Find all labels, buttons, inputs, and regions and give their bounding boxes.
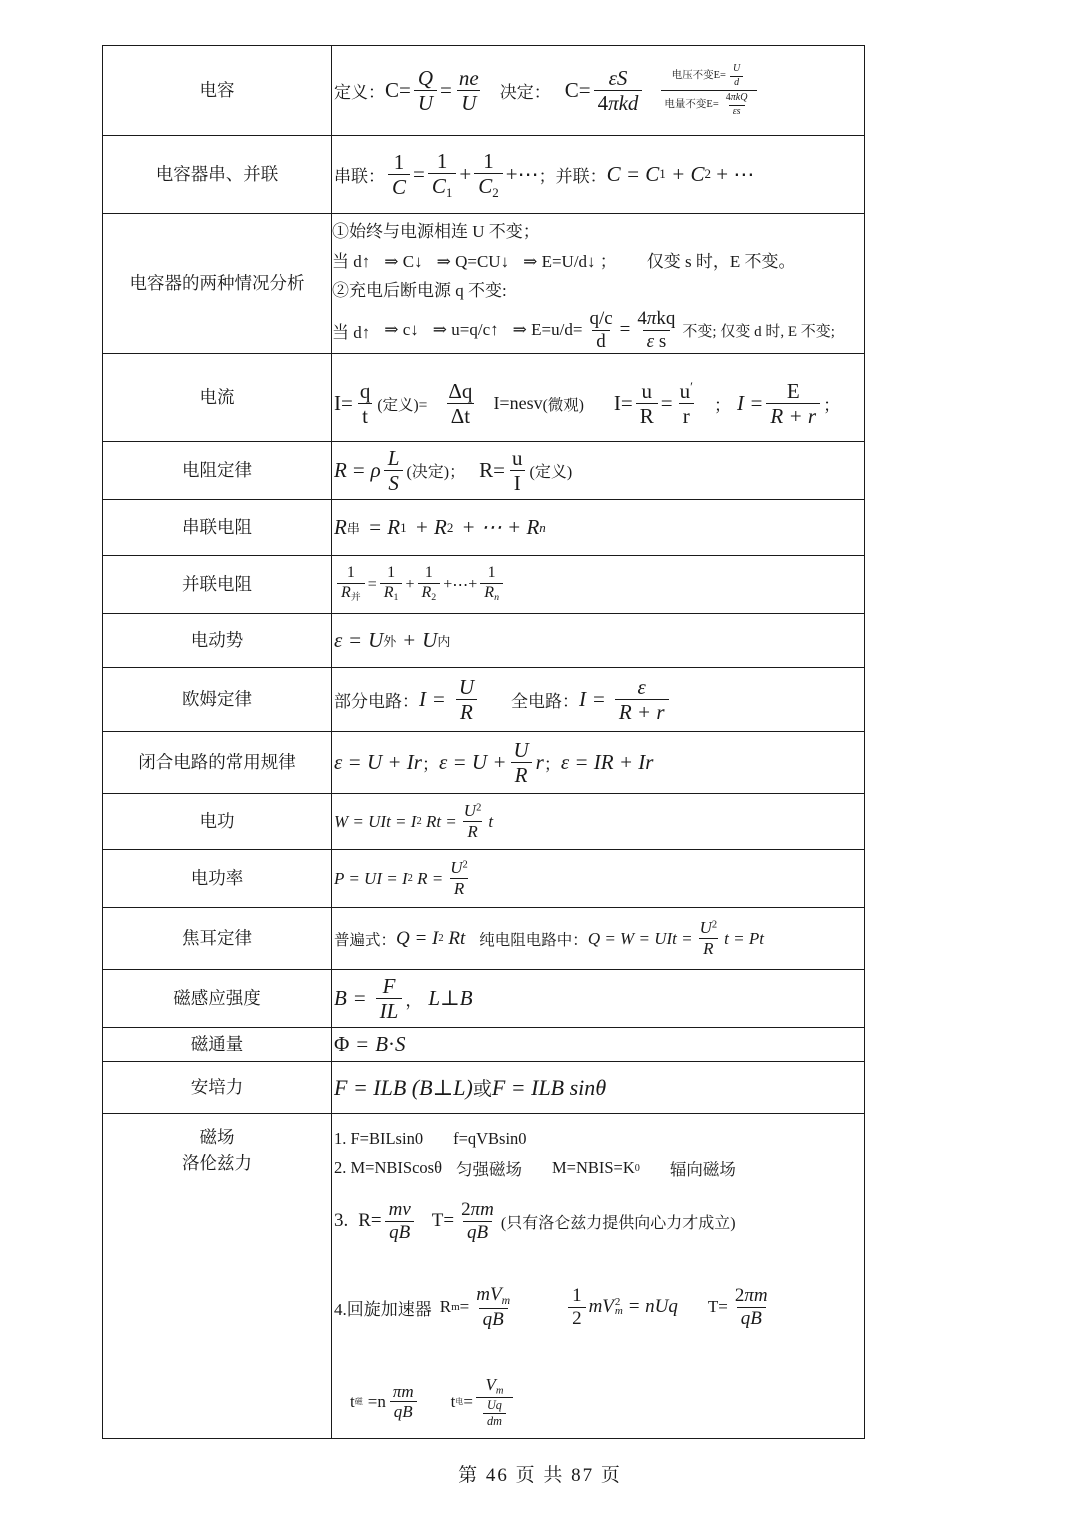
case2-u-qc: ⇒ u=q/c↑ (432, 320, 499, 340)
r-small-den: r (679, 403, 694, 427)
cc-eps1: ε = U + Ir (334, 750, 422, 774)
i2-equals: I= (613, 391, 633, 415)
u2-denominator: U (457, 90, 480, 114)
uniform-field-word: 匀强磁场 (455, 1160, 522, 1179)
delta-q-num: Δq (448, 378, 473, 403)
micro-word: (微观) (542, 396, 584, 414)
row-content-ampere-force (332, 1062, 865, 1114)
cc-r: R (511, 762, 532, 786)
l-perp-b: L⊥B (428, 986, 473, 1010)
one-num-3: 1 (483, 148, 494, 173)
row-content-resistance-law (332, 442, 865, 500)
power-sup2: 2 (407, 873, 413, 884)
cc-eps3: ε = IR + Ir (560, 750, 654, 774)
phi-symbol: Φ (334, 1032, 350, 1056)
row-label-emf: 电动势 (103, 614, 332, 668)
ohm-r: R (456, 699, 477, 723)
vm-num: $V_m$ (485, 1374, 504, 1397)
parallel-sub2: 2 (704, 166, 712, 182)
i-den-res: I (510, 470, 525, 494)
plus-sign: + (459, 161, 472, 186)
eps-s-numerator: εS (608, 65, 628, 90)
general-form-word: 普遍式： (334, 931, 397, 949)
c2-equals: C= (564, 78, 591, 102)
table-row (103, 136, 865, 214)
il-den: IL (376, 998, 403, 1022)
p-equals: = (367, 575, 377, 593)
power-u2-num: $U^2$ (450, 858, 468, 878)
table-row (103, 850, 865, 908)
row-content-joule-law (332, 908, 865, 970)
ampere-f2: F = ILB (491, 1074, 565, 1100)
one-num-2: 1 (436, 148, 448, 173)
r-series-sub: 串 (346, 521, 360, 536)
u-denominator: U (414, 90, 437, 114)
joule-r-den: R (699, 938, 717, 958)
full-circuit-word: 全电路： (511, 692, 580, 711)
row-label-current: 电流 (103, 354, 332, 442)
p-r1-sub: 1 (393, 592, 399, 604)
series-plus1: + R (414, 515, 447, 539)
qb-den-4: qB (737, 1307, 766, 1329)
p-one-3: 1 (424, 564, 433, 582)
row-content-cap-two-cases (332, 214, 865, 354)
pim-num: πm (392, 1381, 414, 1401)
cc-semi2: ； (543, 755, 561, 774)
table-row (103, 908, 865, 970)
table-row (103, 668, 865, 732)
r-symbol: R (334, 458, 347, 482)
d-den: d (592, 330, 610, 352)
partial-circuit-word: 部分电路： (334, 692, 419, 711)
row-label-magnetic-field-lorentz (103, 1114, 332, 1439)
b-eq: = (353, 986, 366, 1010)
pi-2: π (646, 308, 657, 330)
table-row (103, 556, 865, 614)
row-label-ampere-force: 安培力 (103, 1062, 332, 1114)
row-content-parallel-resistance (332, 556, 865, 614)
emf-u-out: U (368, 628, 384, 652)
case2-tail: 不变; 仅变 d 时, E 不变; (682, 323, 835, 340)
t-den: t (358, 403, 372, 427)
equals-2: = (619, 319, 631, 341)
kd: kd (618, 91, 639, 115)
joule-sup2: 2 (438, 933, 444, 944)
lorentz-m-nbiscos: 2. M=NBIScosθ (334, 1158, 442, 1177)
cyclotron-t-eq: T= (707, 1297, 728, 1317)
p-r-sub: 并 (350, 592, 361, 604)
cc-eps2: ε = U + (438, 750, 507, 774)
ampere-theta: θ (595, 1074, 607, 1100)
case2-e-ud: ⇒ E=u/d= (512, 320, 583, 340)
mv-sub-m: m (614, 1305, 623, 1318)
joule-rt: Rt (448, 927, 466, 949)
rm-symbol: R (439, 1297, 452, 1317)
emf-e-num: E (786, 378, 800, 403)
four: 4 (597, 91, 609, 115)
c1-sub: 1 (445, 184, 453, 200)
c2-den: C (478, 173, 493, 198)
lorentz-f-bil: 1. F=BILsin0 (334, 1129, 424, 1148)
row-label-closed-circuit: 闭合电路的常用规律 (103, 732, 332, 794)
row-label-cap-series-parallel: 电容器串、并联 (103, 136, 332, 214)
def-word: 定义： (334, 83, 385, 102)
lorentz-f-qvb: f=qVBsin0 (453, 1129, 527, 1148)
eps-den: ε (646, 330, 655, 352)
row-label-magnetic-flux: 磁通量 (103, 1028, 332, 1062)
s-den: s (658, 330, 667, 352)
case1-note: 仅变 s 时，E 不变。 (646, 251, 796, 271)
series-subn: n (539, 519, 546, 535)
emf-u-in: U (422, 628, 438, 652)
flux-s: S (395, 1032, 406, 1056)
work-rt: Rt = (425, 811, 457, 831)
def-word-res: (定义) (529, 464, 573, 481)
table-row (103, 354, 865, 442)
mv-num: mv (388, 1199, 411, 1220)
work-u2-num: $U^2$ (463, 801, 482, 821)
p-r2: R (421, 584, 432, 602)
q-num: q (359, 378, 371, 403)
cc-semi1: ； (421, 755, 439, 774)
r-plus-r-den: R + r (766, 403, 820, 427)
lorentz-item-1 (334, 1129, 864, 1149)
case-1-line: ①始终与电源相连 U 不变； (332, 222, 540, 242)
lorentz-k-sup: 0 (634, 1162, 640, 1174)
equals-res: = (352, 458, 365, 482)
equals-sign: = (413, 161, 425, 186)
qc-num: q/c (589, 308, 613, 330)
table-row (103, 500, 865, 556)
table-row (103, 46, 865, 136)
t-magnetic-eq: =n (367, 1391, 386, 1411)
i-equals: I= (334, 391, 353, 415)
row-content-current: I= $\frac{q}{t}$ (定义)= $\frac{\Delta q}{\Delta t}$ I=nesv (微观) I= $\frac{u}{R}$ = $\frac{u'}{r}$ ； I = $\frac{E}{R + r}$ ； (332, 354, 865, 442)
lorentz-item-5-times (334, 1376, 864, 1428)
half-num: 1 (572, 1284, 582, 1306)
decide-word: 决定： (499, 83, 551, 102)
mv-sq: mV (588, 1296, 614, 1318)
series-dots: + ⋯ + R (461, 515, 540, 539)
r-series: R (334, 515, 347, 539)
physics-formula-table (102, 45, 865, 1439)
cyclotron-word: 4.回旋加速器 (334, 1299, 432, 1319)
note-bot-den: εs (729, 105, 745, 118)
c-equals: C= (385, 78, 411, 102)
ellipsis: ⋯ (517, 161, 539, 186)
rm-eq: = (459, 1297, 470, 1317)
ohm-i2: I (579, 687, 587, 711)
series-word: 串联： (334, 166, 385, 186)
work-sup2: 2 (416, 816, 422, 827)
work-r-den: R (463, 821, 481, 841)
qb-den-5: qB (390, 1401, 417, 1421)
ampere-or: 或 (472, 1079, 492, 1100)
u-prime-num: u′ (679, 378, 693, 403)
i-nesv: I=nesv (493, 393, 543, 413)
p-r2-sub: 2 (431, 592, 437, 604)
pure-resistance-word: 纯电阻电路中： (479, 931, 588, 949)
p-one-4: 1 (487, 564, 496, 582)
rho-symbol: ρ (370, 458, 381, 482)
flux-eq: = (356, 1032, 369, 1056)
note-bot-kq: kQ (735, 92, 748, 103)
u-num: u (641, 378, 652, 403)
joule-q2: Q = W = UIt = (587, 928, 693, 948)
case-2-line: ②充电后断电源 q 不变: (332, 281, 507, 301)
t-electric-eq: = (463, 1391, 473, 1411)
t-magnetic: t (350, 1391, 355, 1411)
table-row (103, 1028, 865, 1062)
ampere-cond: (B⊥L) (411, 1074, 473, 1100)
power-r-den: R (450, 878, 468, 898)
mvm-num: $mV_m$ (476, 1283, 511, 1307)
row-label-series-resistance: 串联电阻 (103, 500, 332, 556)
s-den: S (384, 470, 403, 494)
series-eq: = R (367, 515, 401, 539)
row-content-emf (332, 614, 865, 668)
row-content-magnetic-flux (332, 1028, 865, 1062)
qb-den-3: qB (479, 1308, 508, 1330)
semicolon-current-2: ； (823, 396, 841, 415)
row-content-ohms-law (332, 668, 865, 732)
lorentz-item-2 (334, 1156, 864, 1180)
emf-eq: = (349, 628, 362, 652)
rm-sub: m (451, 1301, 460, 1314)
mv-sup-2: 2 (614, 1295, 621, 1308)
table-row (103, 614, 865, 668)
ohm-rr: R + r (615, 699, 669, 723)
note-top-num: U (732, 63, 741, 74)
delta-t-den: Δt (447, 403, 474, 427)
emf-eps: ε (334, 628, 343, 652)
case1-d-up: 当 d↑ (332, 251, 371, 271)
t-electric-sub: 电 (455, 1397, 464, 1407)
parallel-sub1: 1 (659, 166, 666, 182)
twopim2-num: 2πm (734, 1284, 768, 1306)
capacitance-side-note (661, 64, 757, 117)
c2-sub: 2 (492, 184, 499, 200)
b-comma: ， (405, 991, 423, 1010)
emf-plus: + (403, 628, 416, 652)
work-t: t (488, 811, 494, 831)
r-den: R (636, 403, 658, 427)
t-magnetic-sub: 磁 (354, 1397, 363, 1407)
row-content-cap-series-parallel (332, 136, 865, 214)
plus-sign-2: + (505, 161, 518, 186)
p-plus-3: + (468, 575, 478, 593)
p-rn: R (484, 584, 495, 602)
emf-sub-out: 外 (383, 634, 397, 649)
p-rn-sub: n (494, 592, 500, 604)
c-den: C (388, 174, 410, 198)
case1-c-down: ⇒ C↓ (384, 251, 423, 271)
pi-symbol: π (608, 91, 619, 115)
ohm-u: U (458, 674, 475, 699)
emf-sub-in: 内 (437, 634, 451, 649)
lorentz-r-eq: R= (358, 1210, 382, 1232)
row-content-electric-power (332, 850, 865, 908)
table-row (103, 1114, 865, 1439)
case-2-detail (332, 309, 864, 352)
joule-t: t (724, 928, 729, 948)
row-content-electric-work (332, 794, 865, 850)
semicolon-current: ； (713, 396, 731, 415)
r2-equals: R= (479, 458, 505, 482)
cc-u: U (513, 737, 529, 762)
row-label-electric-work: 电功 (103, 794, 332, 850)
note-top-den: d (730, 76, 743, 89)
charge-const-label: 电量不变E= (664, 99, 719, 111)
l-num: L (387, 445, 400, 470)
lorentz-item-4-cyclotron (334, 1285, 864, 1330)
row-label-ohms-law: 欧姆定律 (103, 668, 332, 732)
lorentz-m-nbis-k: M=NBIS=K (551, 1158, 635, 1177)
label-magnetic-field: 磁场 (199, 1127, 235, 1147)
ohm-eq2: = (593, 687, 605, 711)
p-dots: ⋯ (452, 576, 469, 594)
row-label-joule-law: 焦耳定律 (103, 908, 332, 970)
prime-mark: ′ (690, 379, 693, 395)
label-lorentz-force: 洛伦兹力 (182, 1153, 252, 1174)
joule-q: Q = I (396, 927, 439, 949)
def-word-current: (定义)= (377, 396, 428, 414)
ne-numerator: ne (458, 65, 479, 90)
ampere-f1: F = ILB (334, 1074, 407, 1100)
table-row (103, 1062, 865, 1114)
flux-dot: · (388, 1032, 396, 1056)
parallel-plus: + C (671, 161, 705, 186)
row-label-resistance-law: 电阻定律 (103, 442, 332, 500)
q-numerator: Q (417, 65, 434, 90)
qb-den-2: qB (463, 1221, 492, 1243)
case1-e-ud: ⇒ E=U/d↓ ； (523, 251, 617, 271)
lorentz-item-3 (334, 1200, 864, 1243)
decide-word-res: (决定)； (406, 464, 466, 481)
c1-den: C (431, 173, 446, 198)
row-label-electric-power: 电功率 (103, 850, 332, 908)
i3-equals: I = (736, 391, 764, 415)
qb-den: qB (385, 1221, 414, 1243)
ohm-i: I (419, 687, 426, 711)
lorentz-note: (只有洛仑兹力提供向心力才成立) (500, 1214, 736, 1232)
row-label-capacitance: 电容 (103, 46, 332, 136)
ohm-eps: ε (637, 674, 646, 699)
f-num: F (382, 973, 396, 998)
p-plus: + (405, 575, 415, 593)
table-row (103, 442, 865, 500)
work-expr: W = UIt = I (334, 811, 417, 831)
series-sub1: 1 (400, 519, 407, 535)
twopim-num: 2πm (461, 1199, 494, 1220)
power-expr: P = UI = I (334, 868, 408, 888)
p-one-2: 1 (387, 564, 396, 582)
one-num: 1 (393, 149, 405, 174)
radial-field-word: 辐向磁场 (669, 1160, 736, 1179)
cc-r-small: r (535, 750, 544, 774)
series-sub2: 2 (446, 519, 454, 535)
note-bot-four: 4 (725, 92, 731, 103)
uq-over-dm-den: $\frac{Uq}{dm}$ (476, 1397, 513, 1428)
u-num-res: u (511, 445, 523, 470)
p-r: R (341, 584, 351, 602)
flux-b: B (375, 1032, 389, 1056)
lorentz-3-num: 3. (334, 1210, 349, 1232)
voltage-const-label: 电压不变E= (671, 70, 726, 82)
t-electric: t (450, 1391, 456, 1411)
table-row (103, 732, 865, 794)
p-r1: R (383, 584, 394, 602)
row-label-parallel-resistance: 并联电阻 (103, 556, 332, 614)
power-r: R = (417, 868, 444, 888)
half-den: 2 (568, 1307, 586, 1329)
kq: kq (656, 308, 676, 330)
p-plus-2: + (443, 575, 453, 593)
row-content-series-resistance (332, 500, 865, 556)
p-one: 1 (346, 564, 355, 582)
page-footer: 第 46 页 共 87 页 (458, 1465, 622, 1486)
row-content-magnetic-field-lorentz (332, 1114, 865, 1439)
row-content-closed-circuit (332, 732, 865, 794)
case1-q-cu: ⇒ Q=CU↓ (436, 251, 510, 271)
case2-c-down: ⇒ c↓ (384, 320, 419, 340)
table-row (103, 214, 865, 354)
joule-pt: = Pt (733, 928, 764, 948)
nuq: = nUq (627, 1296, 678, 1318)
table-row (103, 970, 865, 1028)
semicolon: ； (538, 166, 556, 186)
lorentz-t-eq: T= (431, 1210, 455, 1232)
parallel-dots: + ⋯ (716, 161, 755, 186)
ampere-sin: sin (569, 1074, 596, 1100)
row-content-capacitance: 定义： C= $\frac{Q}{U}$ = $\frac{ne}{U}$ 决定： C= $\frac{\varepsilon S}{\text{4πkd}}$ 电压不变E= $\frac{U}{d}$ 电量不变E= $\frac{\text{4πkQ}}{\varepsilon s}$ (332, 46, 865, 136)
note-bot-pi: π (730, 92, 736, 103)
table-row (103, 794, 865, 850)
joule-u2-num: $U^2$ (699, 918, 718, 938)
row-content-magnetic-flux-density (332, 970, 865, 1028)
four-2: 4 (637, 308, 647, 330)
b-symbol: B (334, 986, 347, 1010)
row-label-magnetic-flux-density: 磁感应强度 (103, 970, 332, 1028)
row-label-cap-two-cases: 电容器的两种情况分析 (103, 214, 332, 354)
parallel-eq: C = C (606, 161, 660, 186)
case-1-detail (332, 250, 864, 275)
parallel-word: 并联： (555, 166, 607, 186)
case2-d-up: 当 d↑ (332, 322, 371, 342)
ohm-eq: = (433, 687, 445, 711)
